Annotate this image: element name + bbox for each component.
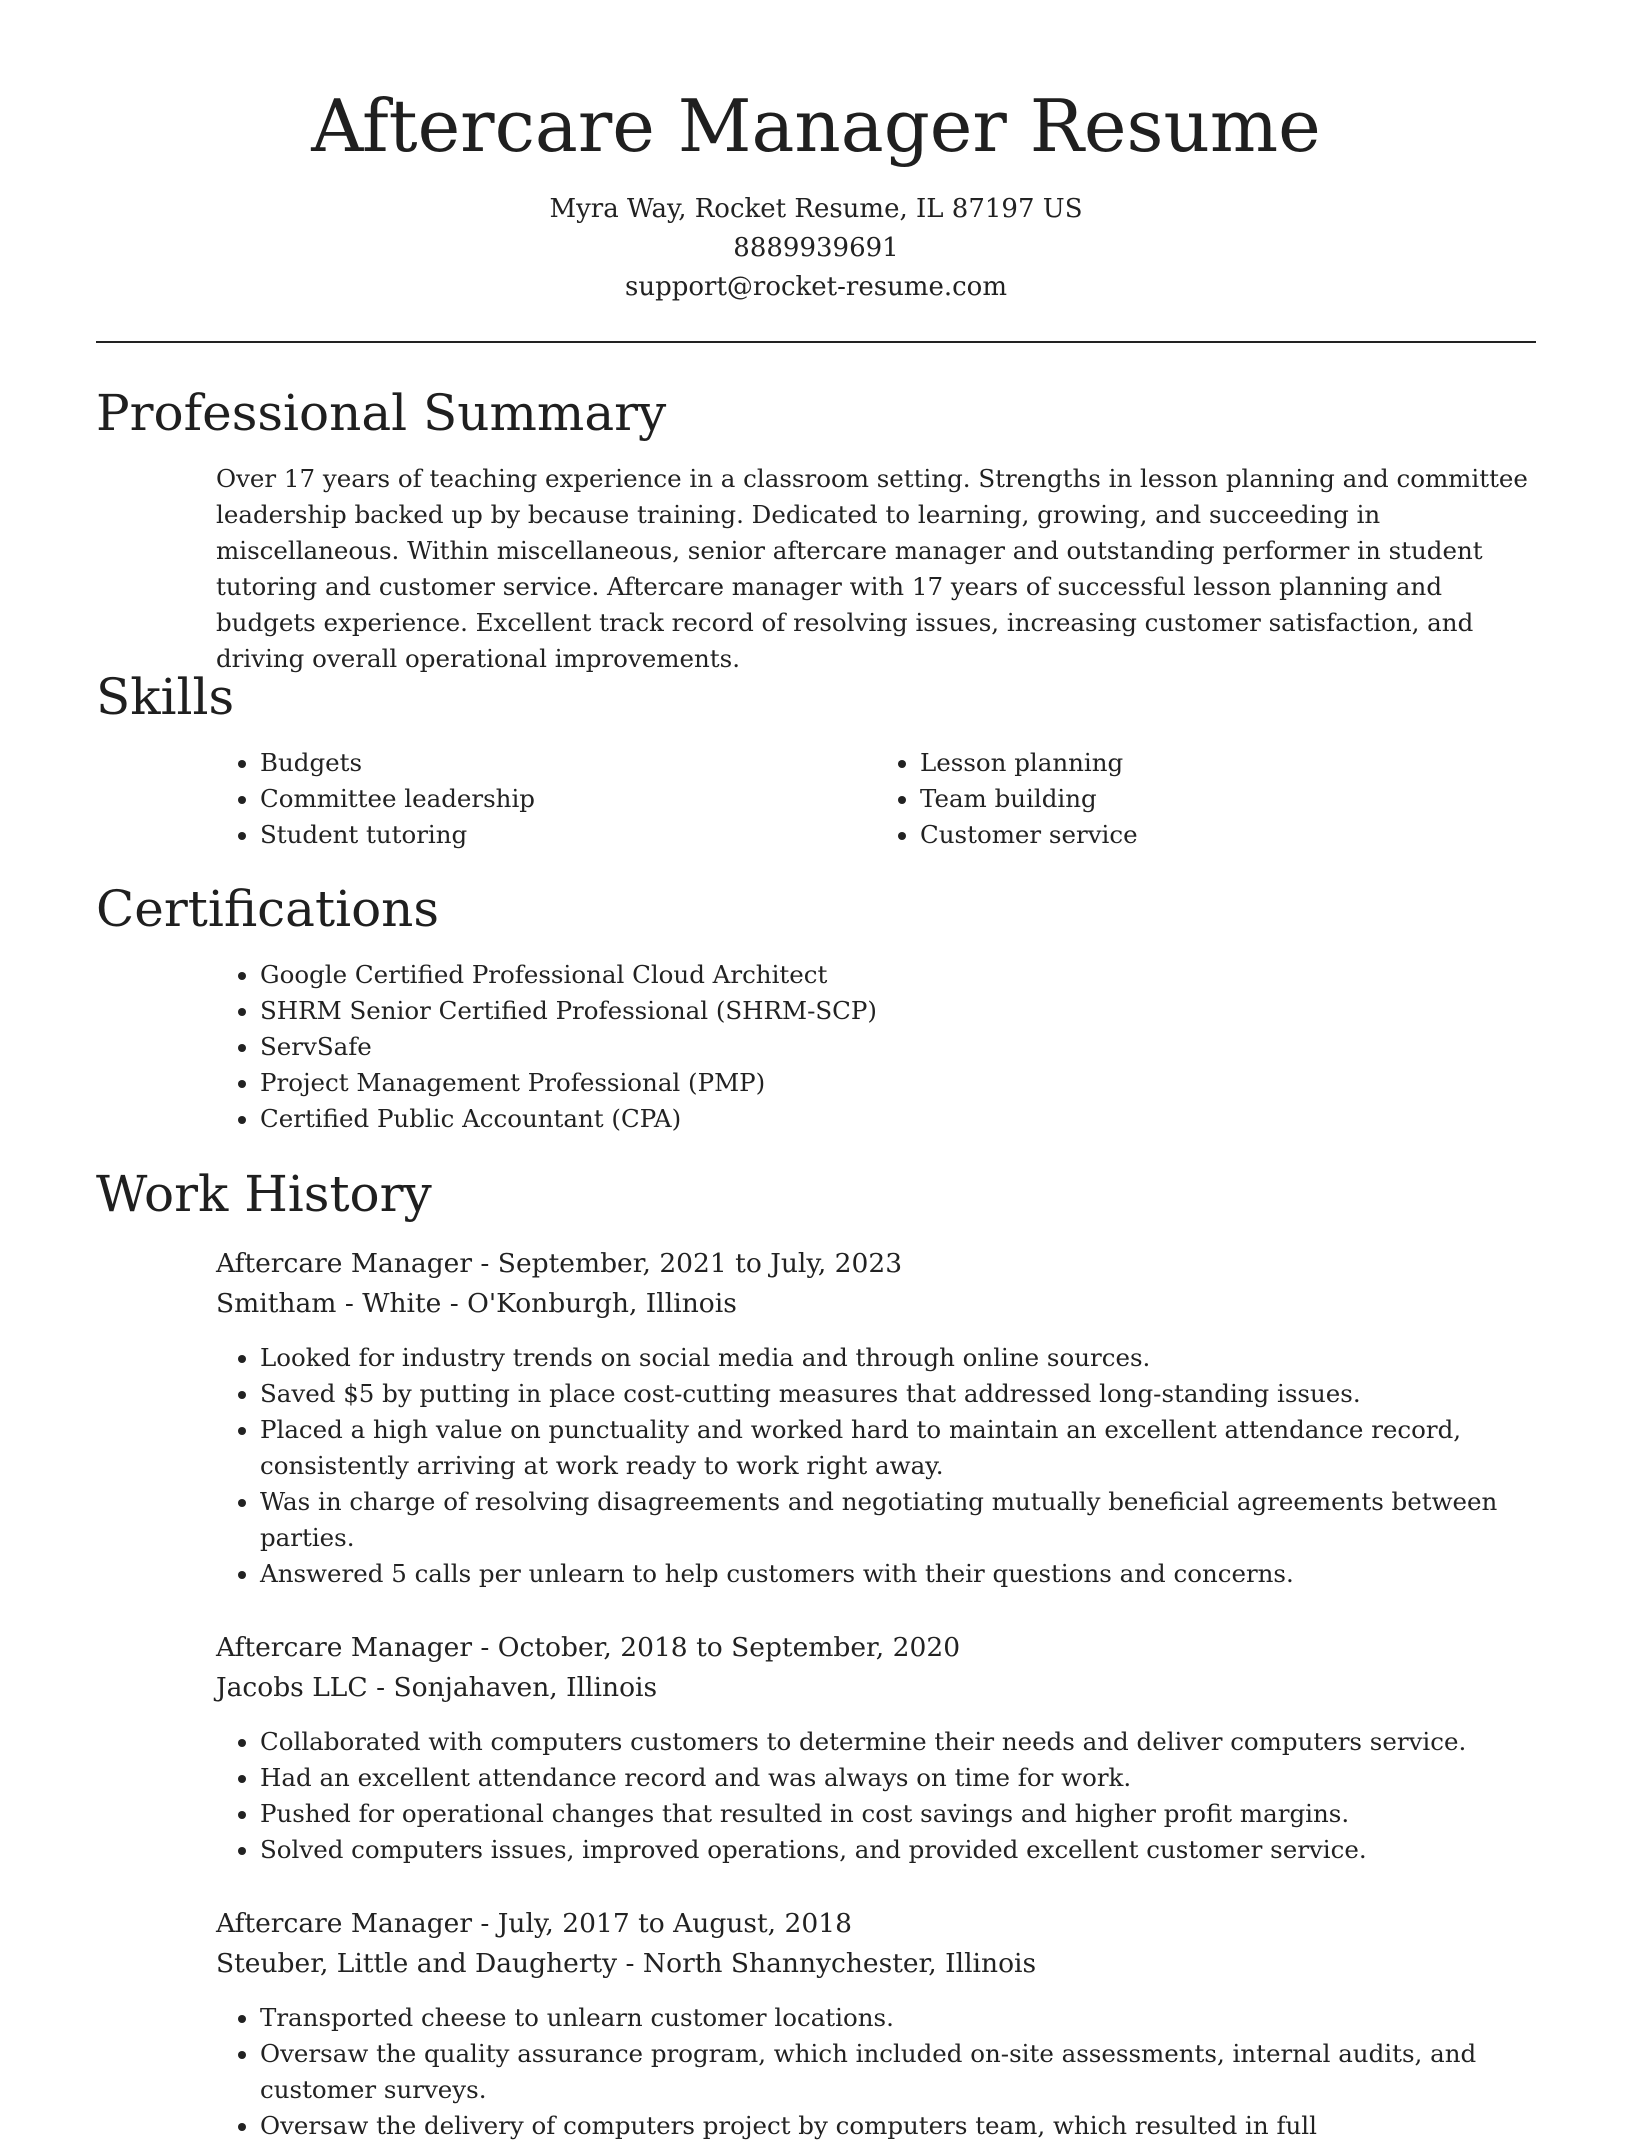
page-title: Aftercare Manager Resume	[311, 84, 1321, 168]
skill-item: • Team building	[920, 781, 1536, 817]
work-history-heading: Work History	[96, 1165, 432, 1223]
phone-text: 8889939691	[733, 233, 899, 263]
certification-item: • Google Certified Professional Cloud Architect	[260, 957, 1536, 993]
job-bullet: • Placed a high value on punctuality and worked hard to maintain an excellent attendance record, consistently arriving at work ready to work right away.	[260, 1412, 1536, 1484]
job-company-line: Smitham - White - O'Konburgh, Illinois	[216, 1288, 737, 1319]
contact-block	[0, 190, 1632, 307]
job-bullets	[216, 2000, 1536, 2144]
job-bullets	[216, 1724, 1536, 1868]
skill-item: • Budgets	[260, 745, 876, 781]
certification-item: • Certified Public Accountant (CPA)	[260, 1101, 1536, 1137]
certifications-list-wrap	[216, 957, 1536, 1137]
email-text: support@rocket-resume.com	[624, 272, 1007, 302]
header-divider	[96, 341, 1536, 343]
skills-list-left	[216, 745, 876, 853]
skills-list-right	[876, 745, 1536, 853]
certifications-list	[216, 957, 1536, 1137]
job-entry	[216, 1628, 1536, 1868]
job-company-line: Jacobs LLC - Sonjahaven, Illinois	[216, 1672, 658, 1703]
job-bullet: • Solved computers issues, improved operations, and provided excellent customer service.	[260, 1832, 1536, 1868]
job-bullet: • Had an excellent attendance record and was always on time for work.	[260, 1760, 1536, 1796]
job-title-line: Aftercare Manager - October, 2018 to September, 2020	[216, 1632, 961, 1663]
job-title-line: Aftercare Manager - July, 2017 to August, 2018	[216, 1908, 852, 1939]
job-entry	[216, 1244, 1536, 1592]
skills-heading: Skills	[96, 668, 235, 726]
summary-section	[96, 383, 1536, 677]
certification-item: • ServSafe	[260, 1029, 1536, 1065]
work-history-section	[96, 1164, 1536, 2144]
job-company-line: Steuber, Little and Daugherty - North Shannychester, Illinois	[216, 1948, 1037, 1979]
summary-heading: Professional Summary	[96, 384, 667, 442]
certifications-section	[96, 879, 1536, 1137]
skills-columns	[216, 745, 1536, 853]
skill-item: • Lesson planning	[920, 745, 1536, 781]
job-bullets	[216, 1340, 1536, 1592]
job-bullet: • Saved $5 by putting in place cost-cutting measures that addressed long-standing issues.	[260, 1376, 1536, 1412]
job-title-line: Aftercare Manager - September, 2021 to July, 2023	[216, 1248, 903, 1279]
job-bullet: • Transported cheese to unlearn customer locations.	[260, 2000, 1536, 2036]
job-entry	[216, 1904, 1536, 2144]
job-bullet: • Oversaw the quality assurance program, which included on-site assessments, internal audits, and customer surveys.	[260, 2036, 1536, 2108]
job-bullet: • Answered 5 calls per unlearn to help customers with their questions and concerns.	[260, 1556, 1536, 1592]
job-bullet: • Collaborated with computers customers to determine their needs and deliver computers service.	[260, 1724, 1536, 1760]
job-bullet: • Oversaw the delivery of computers project by computers team, which resulted in full	[260, 2108, 1536, 2144]
skills-section	[96, 667, 1536, 853]
skill-item: • Committee leadership	[260, 781, 876, 817]
resume-header	[0, 0, 1632, 307]
certifications-heading: Certifications	[96, 880, 440, 938]
job-bullet: • Pushed for operational changes that resulted in cost savings and higher profit margins.	[260, 1796, 1536, 1832]
job-bullet: • Was in charge of resolving disagreements and negotiating mutually beneficial agreements between parties.	[260, 1484, 1536, 1556]
skill-item: • Student tutoring	[260, 817, 876, 853]
certification-item: • Project Management Professional (PMP)	[260, 1065, 1536, 1101]
address-text: Myra Way, Rocket Resume, IL 87197 US	[549, 194, 1083, 224]
skill-item: • Customer service	[920, 817, 1536, 853]
job-bullet: • Looked for industry trends on social media and through online sources.	[260, 1340, 1536, 1376]
certification-item: • SHRM Senior Certified Professional (SHRM-SCP)	[260, 993, 1536, 1029]
summary-text: Over 17 years of teaching experience in a classroom setting. Strengths in lesson planning and committee leadership backed up by because training. Dedicated to learning, growing, and succeeding in miscellaneous. Within miscellaneous, senior aftercare manager and outstanding performer in student tutoring and customer service. Aftercare manager with 17 years of successful lesson planning and budgets experience. Excellent track record of resolving issues, increasing customer satisfaction, and driving overall operational improvements.	[216, 464, 1528, 673]
